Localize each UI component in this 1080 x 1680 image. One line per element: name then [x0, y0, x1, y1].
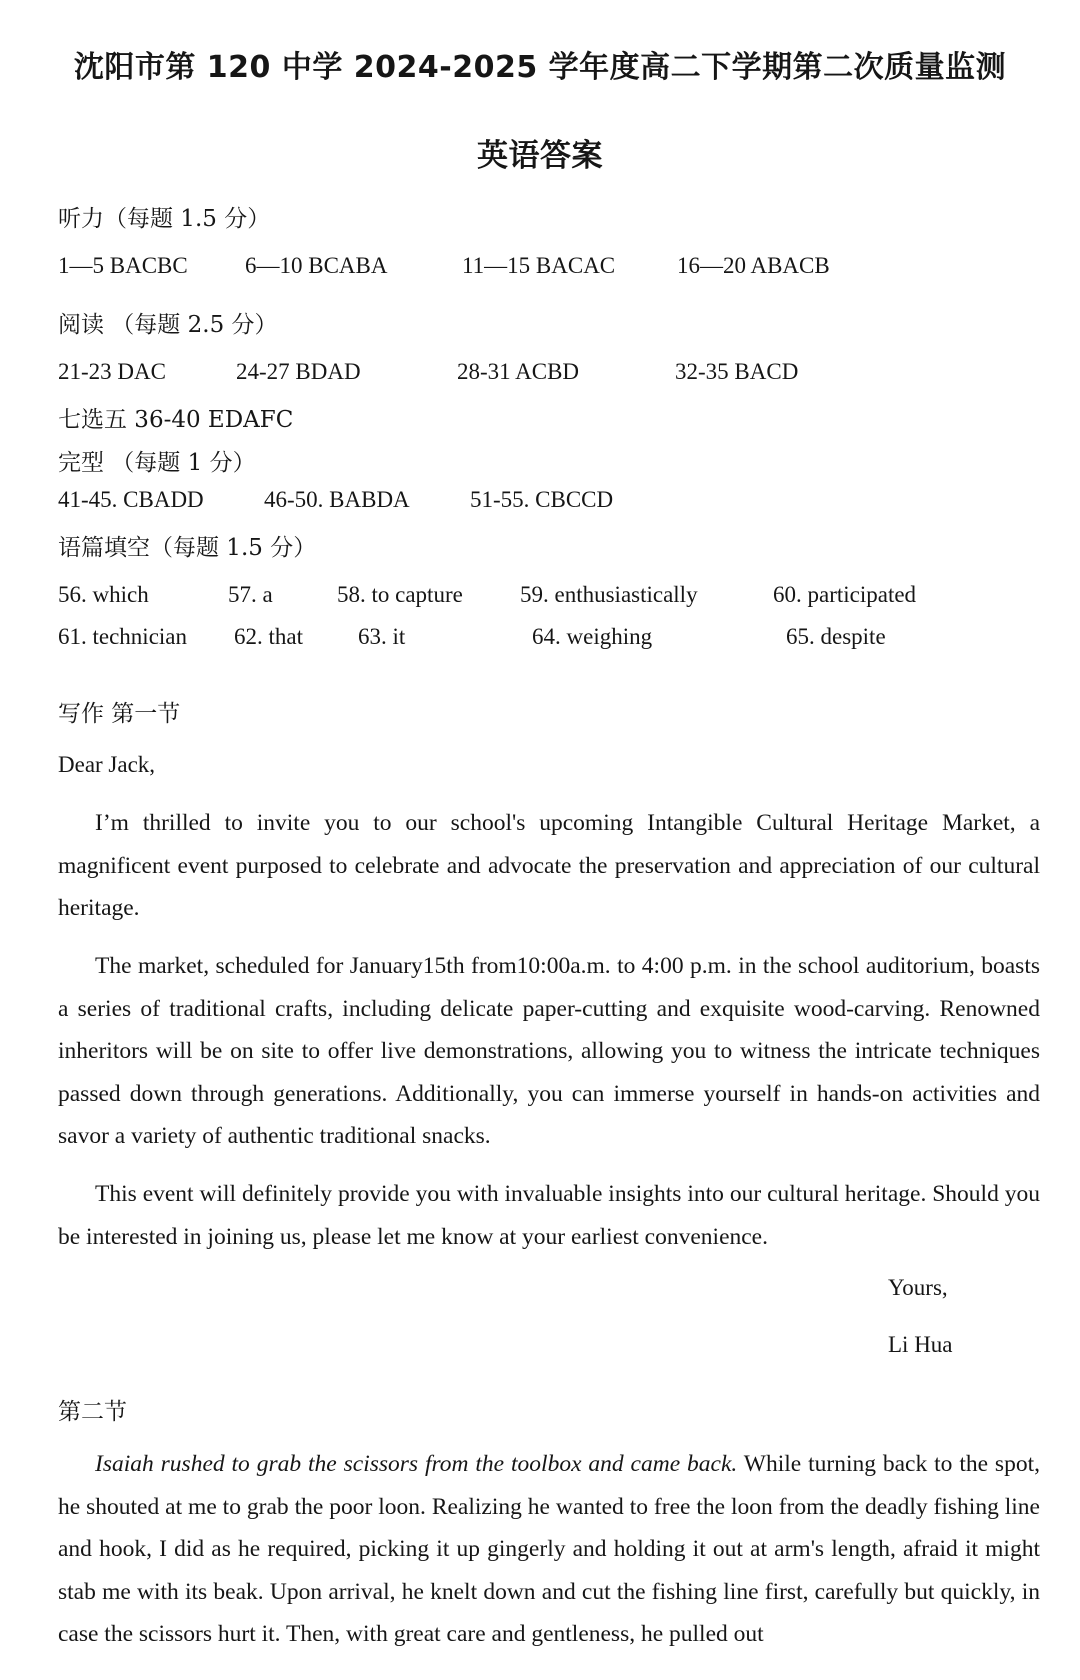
listening-answer: 6—10 BCABA: [245, 253, 388, 278]
cloze-answer: 41-45. CBADD: [58, 487, 204, 512]
reading-answer: 28-31 ACBD: [457, 359, 580, 384]
grammar-fill-answer: 58. to capture: [337, 582, 463, 607]
grammar-fill-answer: 60. participated: [773, 582, 917, 607]
continuation-paragraph: [58, 1443, 1040, 1656]
letter-salutation: Dear Jack,: [58, 752, 156, 777]
grammar-fill-answer: 65. despite: [786, 624, 886, 649]
grammar-fill-answer: 56. which: [58, 582, 149, 607]
letter-paragraph: The market, scheduled for January15th from10:00a.m. to 4:00 p.m. in the school auditorium, boasts a series of traditional crafts, including delicate paper-cutting and exquisite wood-carving. Renowned inheritors will be on site to offer live demonstrations, allowing you to witness the intricate techniques passed down through generations. Additionally, you can immerse yourself in hands-on activities and savor a variety of authentic traditional snacks.: [58, 953, 1040, 1149]
listening-heading: 听力（每题 1.5 分）: [58, 206, 271, 232]
listening-answer: 1—5 BACBC: [58, 253, 188, 278]
grammar-fill-answer: 64. weighing: [532, 624, 653, 649]
grammar-fill-answer: 61. technician: [58, 624, 188, 649]
cloze-answer: 46-50. BABDA: [264, 487, 410, 512]
continuation-text: While turning back to the spot, he shouted at me to grab the poor loon. Realizing he wanted to free the loon from the deadly fishing line and hook, I did as he required, picking it up gingerly and holding it out at arm's length, afraid it might stab me with its beak. Upon arrival, he knelt down and cut the fishing line first, carefully but quickly, in case the scissors hurt it. Then, with great care and gentleness, he pulled out: [58, 1451, 1040, 1647]
letter-paragraph: I’m thrilled to invite you to our school's upcoming Intangible Cultural Heritage Market, a magnificent event purposed to celebrate and advocate the preservation and appreciation of our cultural heritage.: [58, 810, 1040, 921]
letter-paragraph: This event will definitely provide you with invaluable insights into our cultural heritage. Should you be interested in joining us, please let me know at your earliest convenience.: [58, 1181, 1040, 1250]
letter-signature: Li Hua: [888, 1332, 953, 1357]
letter-closing: Yours,: [888, 1275, 948, 1300]
writing-section2-heading: 第二节: [58, 1399, 127, 1425]
continuation-lead-sentence: Isaiah rushed to grab the scissors from the toolbox and came back.: [95, 1451, 738, 1477]
page-title: 沈阳市第 120 中学 2024-2025 学年度高二下学期第二次质量监测: [73, 50, 1007, 85]
cloze-heading: 完型 （每题 1 分）: [58, 450, 256, 476]
writing-section1-heading: 写作 第一节: [58, 701, 181, 727]
reading-answer: 21-23 DAC: [58, 359, 166, 384]
reading-answer: 24-27 BDAD: [236, 359, 361, 384]
grammar-fill-answer: 63. it: [358, 624, 406, 649]
grammar-fill-answer: 57. a: [228, 582, 273, 607]
reading-heading: 阅读 （每题 2.5 分）: [58, 312, 278, 338]
grammar-fill-answer: 62. that: [234, 624, 303, 649]
listening-answer: 16—20 ABACB: [677, 253, 830, 278]
grammar-fill-heading: 语篇填空（每题 1.5 分）: [58, 535, 317, 561]
cloze-answer: 51-55. CBCCD: [470, 487, 614, 512]
reading-answer: 32-35 BACD: [675, 359, 799, 384]
grammar-fill-answer: 59. enthusiastically: [520, 582, 698, 607]
page-subtitle: 英语答案: [477, 138, 603, 174]
seven-choose-five-answers: 七选五 36-40 EDAFC: [58, 407, 294, 433]
listening-answer: 11—15 BACAC: [462, 253, 616, 278]
